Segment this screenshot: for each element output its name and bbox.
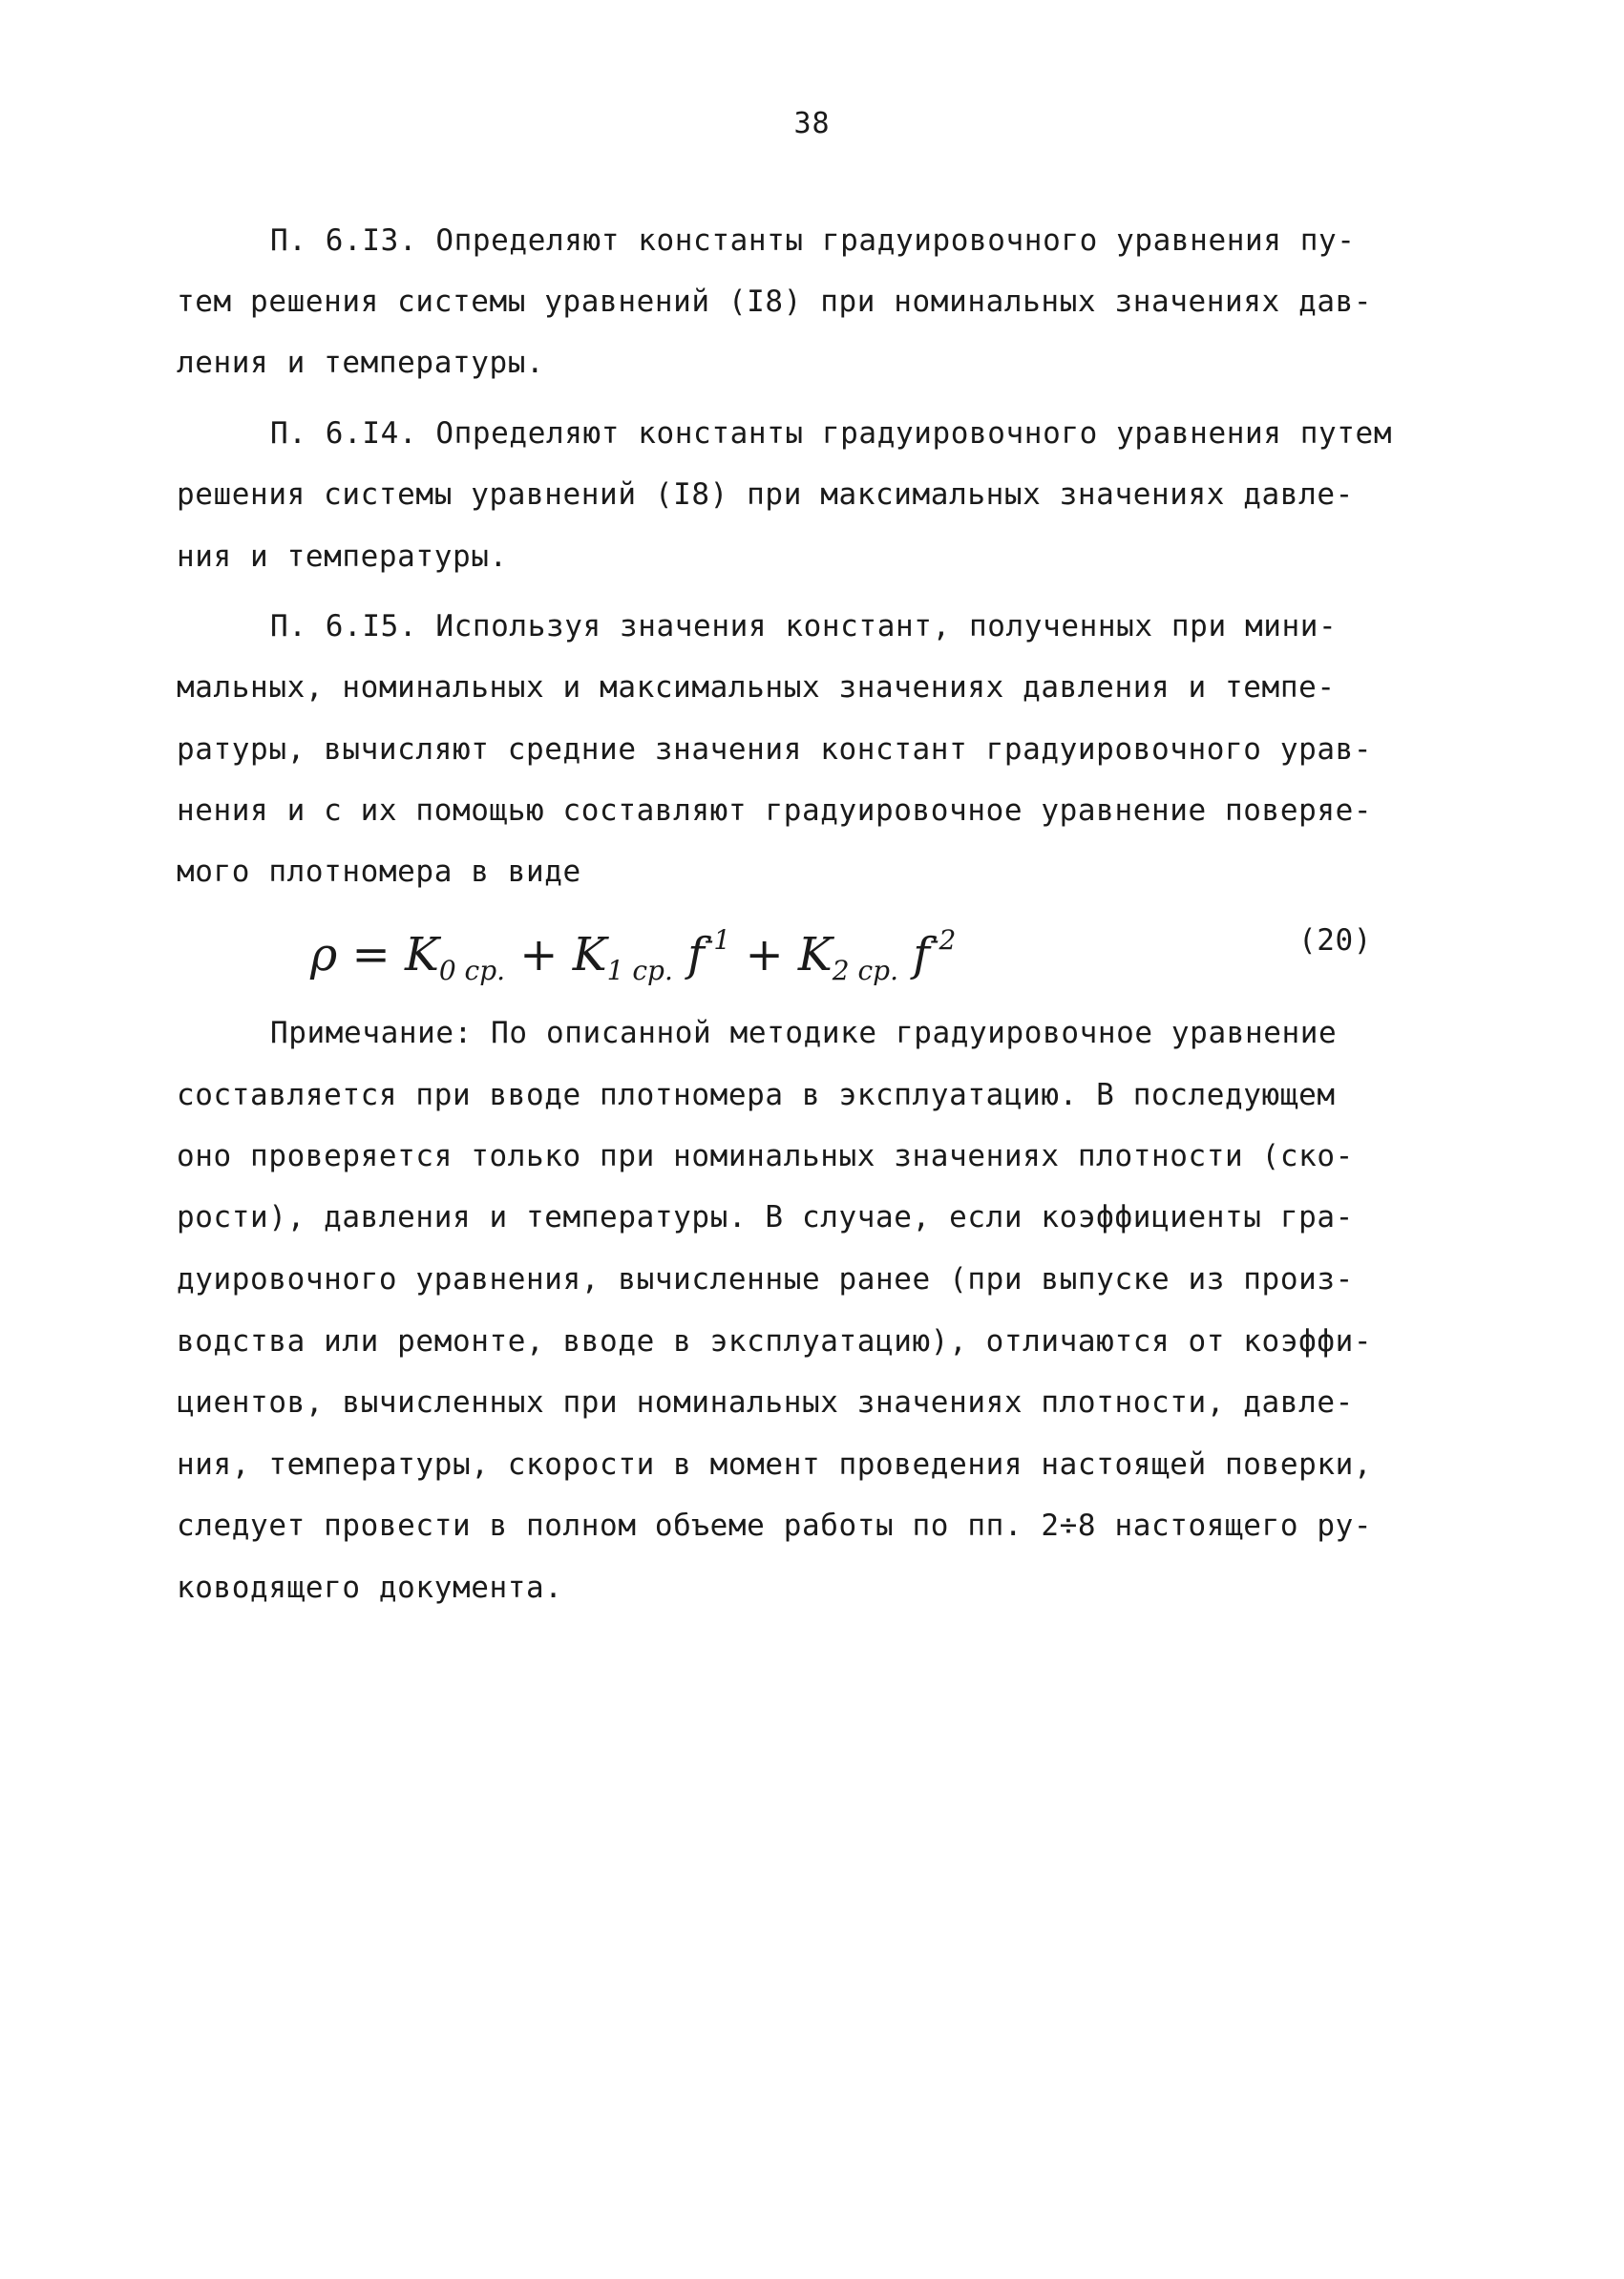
formula-equals: =	[337, 928, 405, 981]
paragraph-6-14-line-1: П. 6.I4. Определяют константы градуировочного уравнения путем	[270, 416, 1393, 451]
formula-expression	[310, 902, 956, 1009]
paragraph-6-14-line-3: ния и температуры.	[177, 539, 508, 574]
note-line-6: водства или ремонте, вводе в эксплуатацию), отличаются от коэффи-	[177, 1324, 1373, 1359]
paragraph-6-15-line-5: мого плотномера в виде	[177, 855, 581, 889]
formula-k0-subscript: 0 ср.	[438, 955, 506, 986]
note-line-9: следует провести в полном объеме работы по пп. 2÷8 настоящего ру-	[177, 1509, 1373, 1543]
page-number: 38	[793, 107, 831, 140]
paragraph-6-15-line-4: нения и с их помощью составляют градуировочное уравнение поверяе-	[177, 793, 1373, 828]
formula-f-1-exponent: -1	[704, 924, 731, 956]
paragraph-6-13-line-2: тем решения системы уравнений (I8) при номинальных значениях дав-	[177, 285, 1373, 319]
paragraph-6-14-line-2: решения системы уравнений (I8) при максимальных значениях давле-	[177, 477, 1354, 512]
paragraph-6-13-line-1: П. 6.I3. Определяют константы градуировочного уравнения пу-	[270, 223, 1356, 258]
formula-rho: ρ	[310, 928, 338, 981]
note-line-5: дуировочного уравнения, вычисленные ранее (при выпуске из произ-	[177, 1262, 1354, 1297]
formula-f-1: f	[672, 928, 705, 981]
formula-k2-subscript: 2 ср.	[832, 955, 899, 986]
formula-k2: K	[797, 928, 833, 981]
paragraph-6-15-line-3: ратуры, вычисляют средние значения констант градуировочного урав-	[177, 732, 1373, 767]
formula-k0: K	[404, 928, 439, 981]
note-line-4: рости), давления и температуры. В случае, если коэффициенты гра-	[177, 1200, 1354, 1234]
formula-20	[310, 902, 1456, 988]
note-line-10: ководящего документа.	[177, 1571, 563, 1605]
formula-plus-2: +	[730, 928, 798, 981]
note-line-7: циентов, вычисленных при номинальных значениях плотности, давле-	[177, 1385, 1354, 1420]
paragraph-6-15-line-2: мальных, номинальных и максимальных значениях давления и темпе-	[177, 670, 1336, 705]
formula-f-2-exponent: -2	[930, 924, 957, 956]
formula-k1: K	[572, 928, 607, 981]
formula-f-2: f	[898, 928, 931, 981]
note-line-1: Примечание: По описанной методике градуировочное уравнение	[270, 1016, 1338, 1050]
formula-k1-subscript: 1 ср.	[606, 955, 673, 986]
formula-number: (20)	[1298, 923, 1373, 958]
paragraph-6-15-line-1: П. 6.I5. Используя значения констант, полученных при мини-	[270, 609, 1338, 644]
paragraph-6-13-line-3: ления и температуры.	[177, 346, 545, 380]
note-line-2: составляется при вводе плотномера в эксплуатацию. В последующем	[177, 1078, 1336, 1112]
formula-plus-1: +	[505, 928, 573, 981]
note-line-3: оно проверяется только при номинальных значениях плотности (ско-	[177, 1139, 1354, 1173]
note-line-8: ния, температуры, скорости в момент проведения настоящей поверки,	[177, 1447, 1373, 1482]
